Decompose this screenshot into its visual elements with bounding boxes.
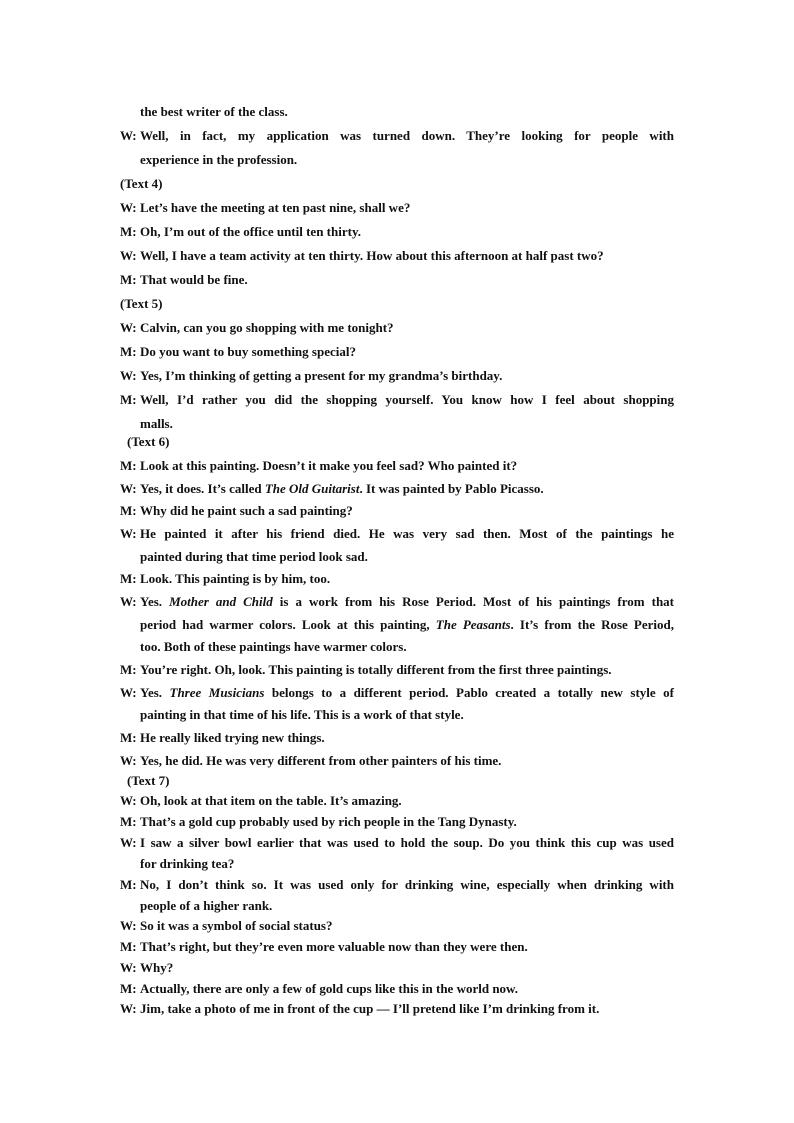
dialogue-continuation [140, 416, 674, 432]
speaker-label: W: [120, 960, 137, 975]
line-text: Calvin, can you go shopping with me tonight? [140, 320, 394, 335]
speaker-label: W: [120, 320, 137, 335]
speaker-label: M: [120, 224, 137, 239]
speaker-label: M: [120, 939, 137, 954]
speaker-label: W: [120, 526, 137, 541]
line-text: Yes, he did. He was very different from other painters of his time. [140, 753, 502, 768]
line-text: That would be fine. [140, 272, 248, 287]
line-text: Why did he paint such a sad painting? [140, 503, 353, 518]
speaker-label: M: [120, 571, 137, 586]
section-heading [120, 176, 674, 192]
speaker-label: W: [120, 200, 137, 215]
line-text: I saw a silver bowl earlier that was used to hold the soup. Do you think this cup was used [140, 835, 674, 850]
speaker-label: W: [120, 594, 137, 609]
line-text: painting in that time of his life. This is a work of that style. [140, 707, 464, 722]
dialogue-continuation [140, 707, 674, 723]
line-text: Actually, there are only a few of gold cups like this in the world now. [140, 981, 518, 996]
speaker-label: M: [120, 662, 137, 677]
text-segment: is a work from his Rose Period. Most of his paintings from that [272, 594, 674, 609]
heading-text: (Text 5) [120, 296, 163, 311]
line-text: Well, I have a team activity at ten thirty. How about this afternoon at half past two? [140, 248, 604, 263]
heading-text: (Text 4) [120, 176, 163, 191]
line-text: malls. [140, 416, 173, 431]
line-text: Well, I’d rather you did the shopping yourself. You know how I feel about shopping [140, 392, 674, 407]
text-segment: Yes, it does. It’s called [140, 481, 265, 496]
line-text: That’s a gold cup probably used by rich people in the Tang Dynasty. [140, 814, 517, 829]
line-text: He painted it after his friend died. He was very sad then. Most of the paintings he [140, 526, 674, 541]
line-text [140, 481, 674, 497]
artwork-title: Three Musicians [169, 685, 265, 700]
text-segment: . It’s from the Rose Period, [510, 617, 675, 632]
line-text: experience in the profession. [140, 152, 298, 167]
heading-text: (Text 7) [127, 773, 170, 788]
line-text: So it was a symbol of social status? [140, 918, 333, 933]
line-text: Well, in fact, my application was turned down. They’re looking for people with [140, 128, 674, 143]
speaker-label: W: [120, 835, 137, 850]
dialogue-continuation [140, 856, 674, 872]
text-segment: Yes. [140, 594, 170, 609]
line-text: Do you want to buy something special? [140, 344, 356, 359]
dialogue-continuation [140, 639, 674, 655]
speaker-label: M: [120, 877, 137, 892]
speaker-label: M: [120, 814, 137, 829]
line-text: Look at this painting. Doesn’t it make you feel sad? Who painted it? [140, 458, 518, 473]
dialogue-continuation [140, 549, 674, 565]
line-text: He really liked trying new things. [140, 730, 325, 745]
line-text: Jim, take a photo of me in front of the cup — I’ll pretend like I’m drinking from it. [140, 1001, 600, 1016]
line-text: Yes, I’m thinking of getting a present for my grandma’s birthday. [140, 368, 503, 383]
text-segment: . It was painted by Pablo Picasso. [359, 481, 544, 496]
speaker-label: M: [120, 344, 137, 359]
speaker-label: W: [120, 248, 137, 263]
speaker-label: M: [120, 981, 137, 996]
line-text: Let’s have the meeting at ten past nine, shall we? [140, 200, 411, 215]
speaker-label: W: [120, 368, 137, 383]
line-text [140, 594, 674, 610]
artwork-title: The Peasants [435, 617, 511, 632]
dialogue-continuation [140, 898, 674, 914]
speaker-label: M: [120, 730, 137, 745]
section-heading [127, 434, 681, 450]
speaker-label: W: [120, 481, 137, 496]
artwork-title: Mother and Child [169, 594, 273, 609]
line-text: too. Both of these paintings have warmer colors. [140, 639, 407, 654]
line-text: Oh, I’m out of the office until ten thirty. [140, 224, 361, 239]
text-segment: belongs to a different period. Pablo created a totally new style of [264, 685, 674, 700]
speaker-label: M: [120, 503, 137, 518]
text-segment: Yes. [140, 685, 170, 700]
speaker-label: W: [120, 1001, 137, 1016]
heading-text: (Text 6) [127, 434, 170, 449]
section-heading [120, 296, 674, 312]
dialogue-continuation [140, 152, 674, 168]
text-segment: period had warmer colors. Look at this painting, [140, 617, 436, 632]
line-text: Why? [140, 960, 174, 975]
line-text: people of a higher rank. [140, 898, 273, 913]
line-text: You’re right. Oh, look. This painting is totally different from the first three paintings. [140, 662, 612, 677]
line-text: That’s right, but they’re even more valuable now than they were then. [140, 939, 528, 954]
speaker-label: M: [120, 458, 137, 473]
speaker-label: M: [120, 272, 137, 287]
artwork-title: The Old Guitarist [264, 481, 360, 496]
line-text: for drinking tea? [140, 856, 235, 871]
dialogue-continuation [140, 104, 674, 120]
speaker-label: M: [120, 392, 137, 407]
line-text: Look. This painting is by him, too. [140, 571, 331, 586]
line-text: Oh, look at that item on the table. It’s amazing. [140, 793, 402, 808]
speaker-label: W: [120, 793, 137, 808]
speaker-label: W: [120, 753, 137, 768]
line-text: painted during that time period look sad. [140, 549, 368, 564]
speaker-label: W: [120, 685, 137, 700]
speaker-label: W: [120, 128, 137, 143]
line-text: No, I don’t think so. It was used only for drinking wine, especially when drinking with [140, 877, 674, 892]
line-text [140, 685, 674, 701]
dialogue-continuation [140, 617, 674, 633]
section-heading [127, 773, 681, 789]
speaker-label: W: [120, 918, 137, 933]
line-text: the best writer of the class. [140, 104, 288, 119]
